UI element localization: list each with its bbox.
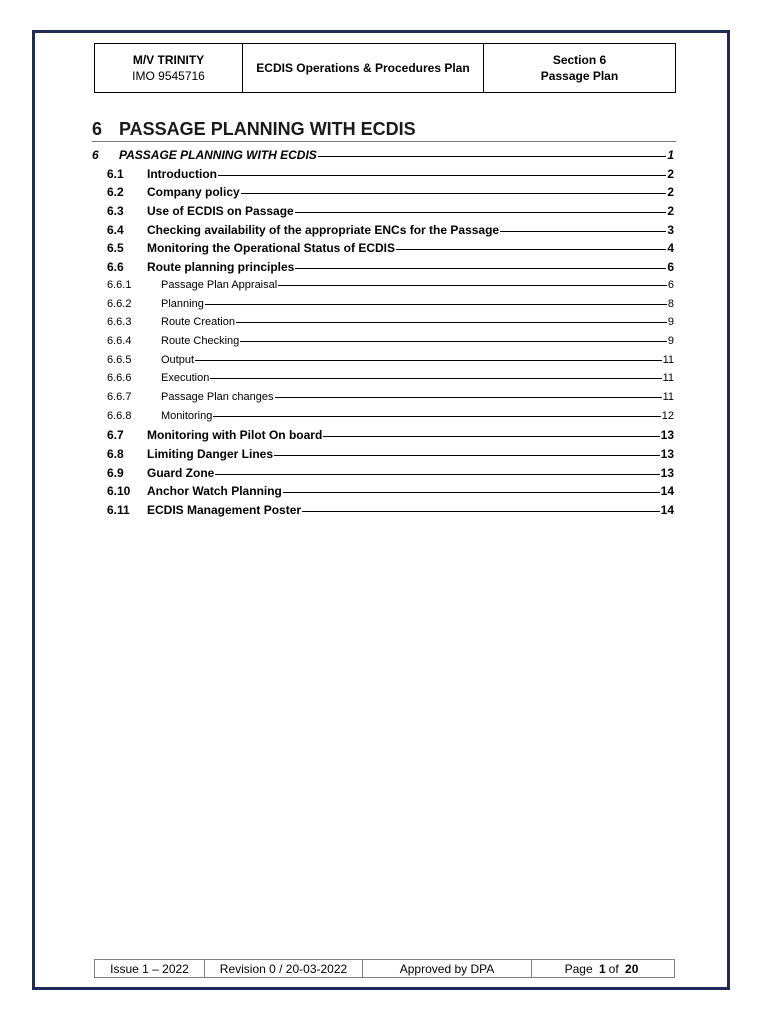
toc-entry-page: 14 bbox=[660, 503, 674, 518]
toc-entry-page: 6 bbox=[667, 278, 674, 291]
toc-entry-label: Monitoring bbox=[161, 409, 213, 422]
toc-leader bbox=[302, 511, 660, 512]
revision-cell: Revision 0 / 20-03-2022 bbox=[205, 960, 363, 977]
toc-entry[interactable] bbox=[92, 167, 674, 186]
toc-entry-label: Route planning principles bbox=[147, 260, 295, 275]
page-title bbox=[92, 117, 676, 142]
toc-entry-number: 6.4 bbox=[107, 222, 124, 237]
toc-entry-page: 12 bbox=[661, 409, 674, 422]
toc-entry[interactable] bbox=[92, 391, 674, 410]
title-number: 6 bbox=[92, 119, 103, 139]
toc-entry-number: 6.11 bbox=[107, 503, 130, 518]
table-of-contents bbox=[92, 148, 674, 522]
toc-entry-label: Execution bbox=[161, 372, 210, 385]
toc-leader bbox=[278, 285, 667, 286]
toc-leader bbox=[213, 416, 660, 417]
toc-entry[interactable] bbox=[92, 372, 674, 391]
toc-entry-page: 13 bbox=[660, 428, 674, 443]
toc-entry-page: 3 bbox=[667, 222, 674, 237]
toc-entry-number: 6.6.6 bbox=[107, 372, 132, 385]
toc-leader bbox=[274, 455, 660, 456]
toc-entry-page: 14 bbox=[660, 484, 674, 499]
page-total: 20 bbox=[625, 961, 639, 976]
section-cell bbox=[484, 44, 675, 92]
toc-entry-page: 6 bbox=[667, 260, 674, 275]
toc-entry-page: 2 bbox=[667, 166, 674, 181]
toc-entry-number: 6.2 bbox=[107, 185, 124, 200]
toc-entry-page: 13 bbox=[660, 465, 674, 480]
toc-entry-page: 2 bbox=[667, 185, 674, 200]
toc-entry-label: Route Checking bbox=[161, 334, 240, 347]
toc-entry[interactable] bbox=[92, 466, 674, 485]
toc-entry-page: 11 bbox=[662, 372, 674, 385]
toc-entry-label: PASSAGE PLANNING WITH ECDIS bbox=[119, 148, 317, 162]
toc-entry-number: 6.7 bbox=[107, 428, 124, 443]
title-text: PASSAGE PLANNING WITH ECDIS bbox=[119, 119, 416, 139]
toc-leader bbox=[323, 436, 659, 437]
doc-title-cell bbox=[243, 44, 484, 92]
page-cell bbox=[532, 960, 674, 977]
vessel-cell bbox=[95, 44, 243, 92]
toc-entry-number: 6.6.2 bbox=[107, 297, 132, 310]
toc-entry[interactable] bbox=[92, 335, 674, 354]
page-number: 1 bbox=[598, 961, 606, 976]
toc-leader bbox=[500, 231, 666, 232]
toc-leader bbox=[195, 360, 662, 361]
toc-entry[interactable] bbox=[92, 503, 674, 522]
toc-entry-number: 6.6.5 bbox=[107, 353, 132, 366]
issue-cell: Issue 1 – 2022 bbox=[95, 960, 205, 977]
section-name: Passage Plan bbox=[540, 69, 619, 83]
toc-leader bbox=[275, 397, 662, 398]
toc-entry-page: 8 bbox=[667, 297, 674, 310]
toc-entry[interactable] bbox=[92, 316, 674, 335]
toc-entry-label: Passage Plan changes bbox=[161, 390, 274, 403]
toc-entry[interactable] bbox=[92, 447, 674, 466]
toc-entry-page: 1 bbox=[667, 148, 674, 162]
toc-leader bbox=[241, 193, 667, 194]
toc-entry-number: 6.5 bbox=[107, 241, 124, 256]
toc-entry-label: Checking availability of the appropriate ENCs for the Passage bbox=[147, 222, 500, 237]
toc-entry[interactable] bbox=[92, 148, 674, 167]
toc-entry[interactable] bbox=[92, 204, 674, 223]
toc-entry[interactable] bbox=[92, 185, 674, 204]
toc-entry-label: Introduction bbox=[147, 166, 217, 181]
approved-cell: Approved by DPA bbox=[363, 960, 532, 977]
vessel-name: M/V TRINITY bbox=[132, 53, 205, 67]
toc-leader bbox=[295, 212, 667, 213]
toc-leader bbox=[318, 156, 667, 157]
toc-entry-label: Guard Zone bbox=[147, 465, 215, 480]
toc-leader bbox=[295, 268, 666, 269]
toc-entry-number: 6.6.1 bbox=[107, 278, 132, 291]
doc-title: ECDIS Operations & Procedures Plan bbox=[256, 61, 470, 75]
of-word: of bbox=[608, 961, 619, 976]
toc-leader bbox=[218, 175, 666, 176]
toc-entry-label: Planning bbox=[161, 297, 204, 310]
toc-entry-label: Company policy bbox=[147, 185, 240, 200]
toc-entry-label: Limiting Danger Lines bbox=[147, 447, 274, 461]
toc-entry[interactable] bbox=[92, 428, 674, 447]
page-word: Page bbox=[564, 961, 593, 976]
toc-leader bbox=[215, 474, 659, 475]
toc-entry[interactable] bbox=[92, 223, 674, 242]
toc-entry-number: 6.10 bbox=[107, 484, 131, 499]
toc-entry[interactable] bbox=[92, 260, 674, 279]
toc-entry-label: Route Creation bbox=[161, 316, 235, 329]
section-number: Section 6 bbox=[552, 53, 607, 67]
toc-entry[interactable] bbox=[92, 410, 674, 429]
toc-entry-label: Monitoring with Pilot On board bbox=[147, 428, 323, 443]
toc-entry-page: 11 bbox=[662, 353, 674, 366]
toc-entry-label: ECDIS Management Poster bbox=[147, 503, 302, 518]
toc-leader bbox=[205, 304, 667, 305]
imo-number: IMO 9545716 bbox=[132, 69, 205, 83]
toc-entry-page: 2 bbox=[667, 204, 674, 219]
toc-entry-page: 9 bbox=[667, 316, 674, 329]
toc-entry[interactable] bbox=[92, 279, 674, 298]
toc-entry-number: 6.3 bbox=[107, 204, 124, 219]
toc-entry-number: 6.6.7 bbox=[107, 390, 132, 403]
toc-entry-label: Passage Plan Appraisal bbox=[161, 278, 278, 291]
toc-entry-number: 6.8 bbox=[107, 447, 124, 461]
toc-leader bbox=[240, 341, 667, 342]
toc-entry-page: 9 bbox=[667, 334, 674, 347]
toc-entry-number: 6 bbox=[92, 148, 99, 162]
toc-entry-label: Use of ECDIS on Passage bbox=[147, 204, 294, 219]
toc-entry-number: 6.6 bbox=[107, 260, 124, 275]
toc-entry-page: 13 bbox=[660, 447, 674, 461]
toc-entry-label: Anchor Watch Planning bbox=[147, 484, 282, 499]
toc-leader bbox=[236, 322, 667, 323]
toc-leader bbox=[283, 492, 660, 493]
toc-entry-page: 4 bbox=[667, 241, 674, 256]
toc-entry-label: Monitoring the Operational Status of ECDIS bbox=[147, 241, 396, 256]
toc-entry-number: 6.6.3 bbox=[107, 316, 132, 329]
toc-entry[interactable] bbox=[92, 354, 674, 373]
toc-entry-number: 6.6.8 bbox=[107, 409, 132, 422]
toc-entry[interactable] bbox=[92, 241, 674, 260]
toc-leader bbox=[396, 249, 666, 250]
toc-entry-page: 11 bbox=[662, 390, 674, 403]
document-header bbox=[94, 43, 676, 93]
toc-entry-label: Output bbox=[161, 353, 195, 366]
toc-entry-number: 6.1 bbox=[107, 166, 124, 181]
document-footer bbox=[94, 959, 675, 978]
toc-entry[interactable] bbox=[92, 484, 674, 503]
toc-entry[interactable] bbox=[92, 298, 674, 317]
toc-entry-number: 6.6.4 bbox=[107, 334, 132, 347]
toc-leader bbox=[210, 378, 661, 379]
toc-entry-number: 6.9 bbox=[107, 465, 124, 480]
